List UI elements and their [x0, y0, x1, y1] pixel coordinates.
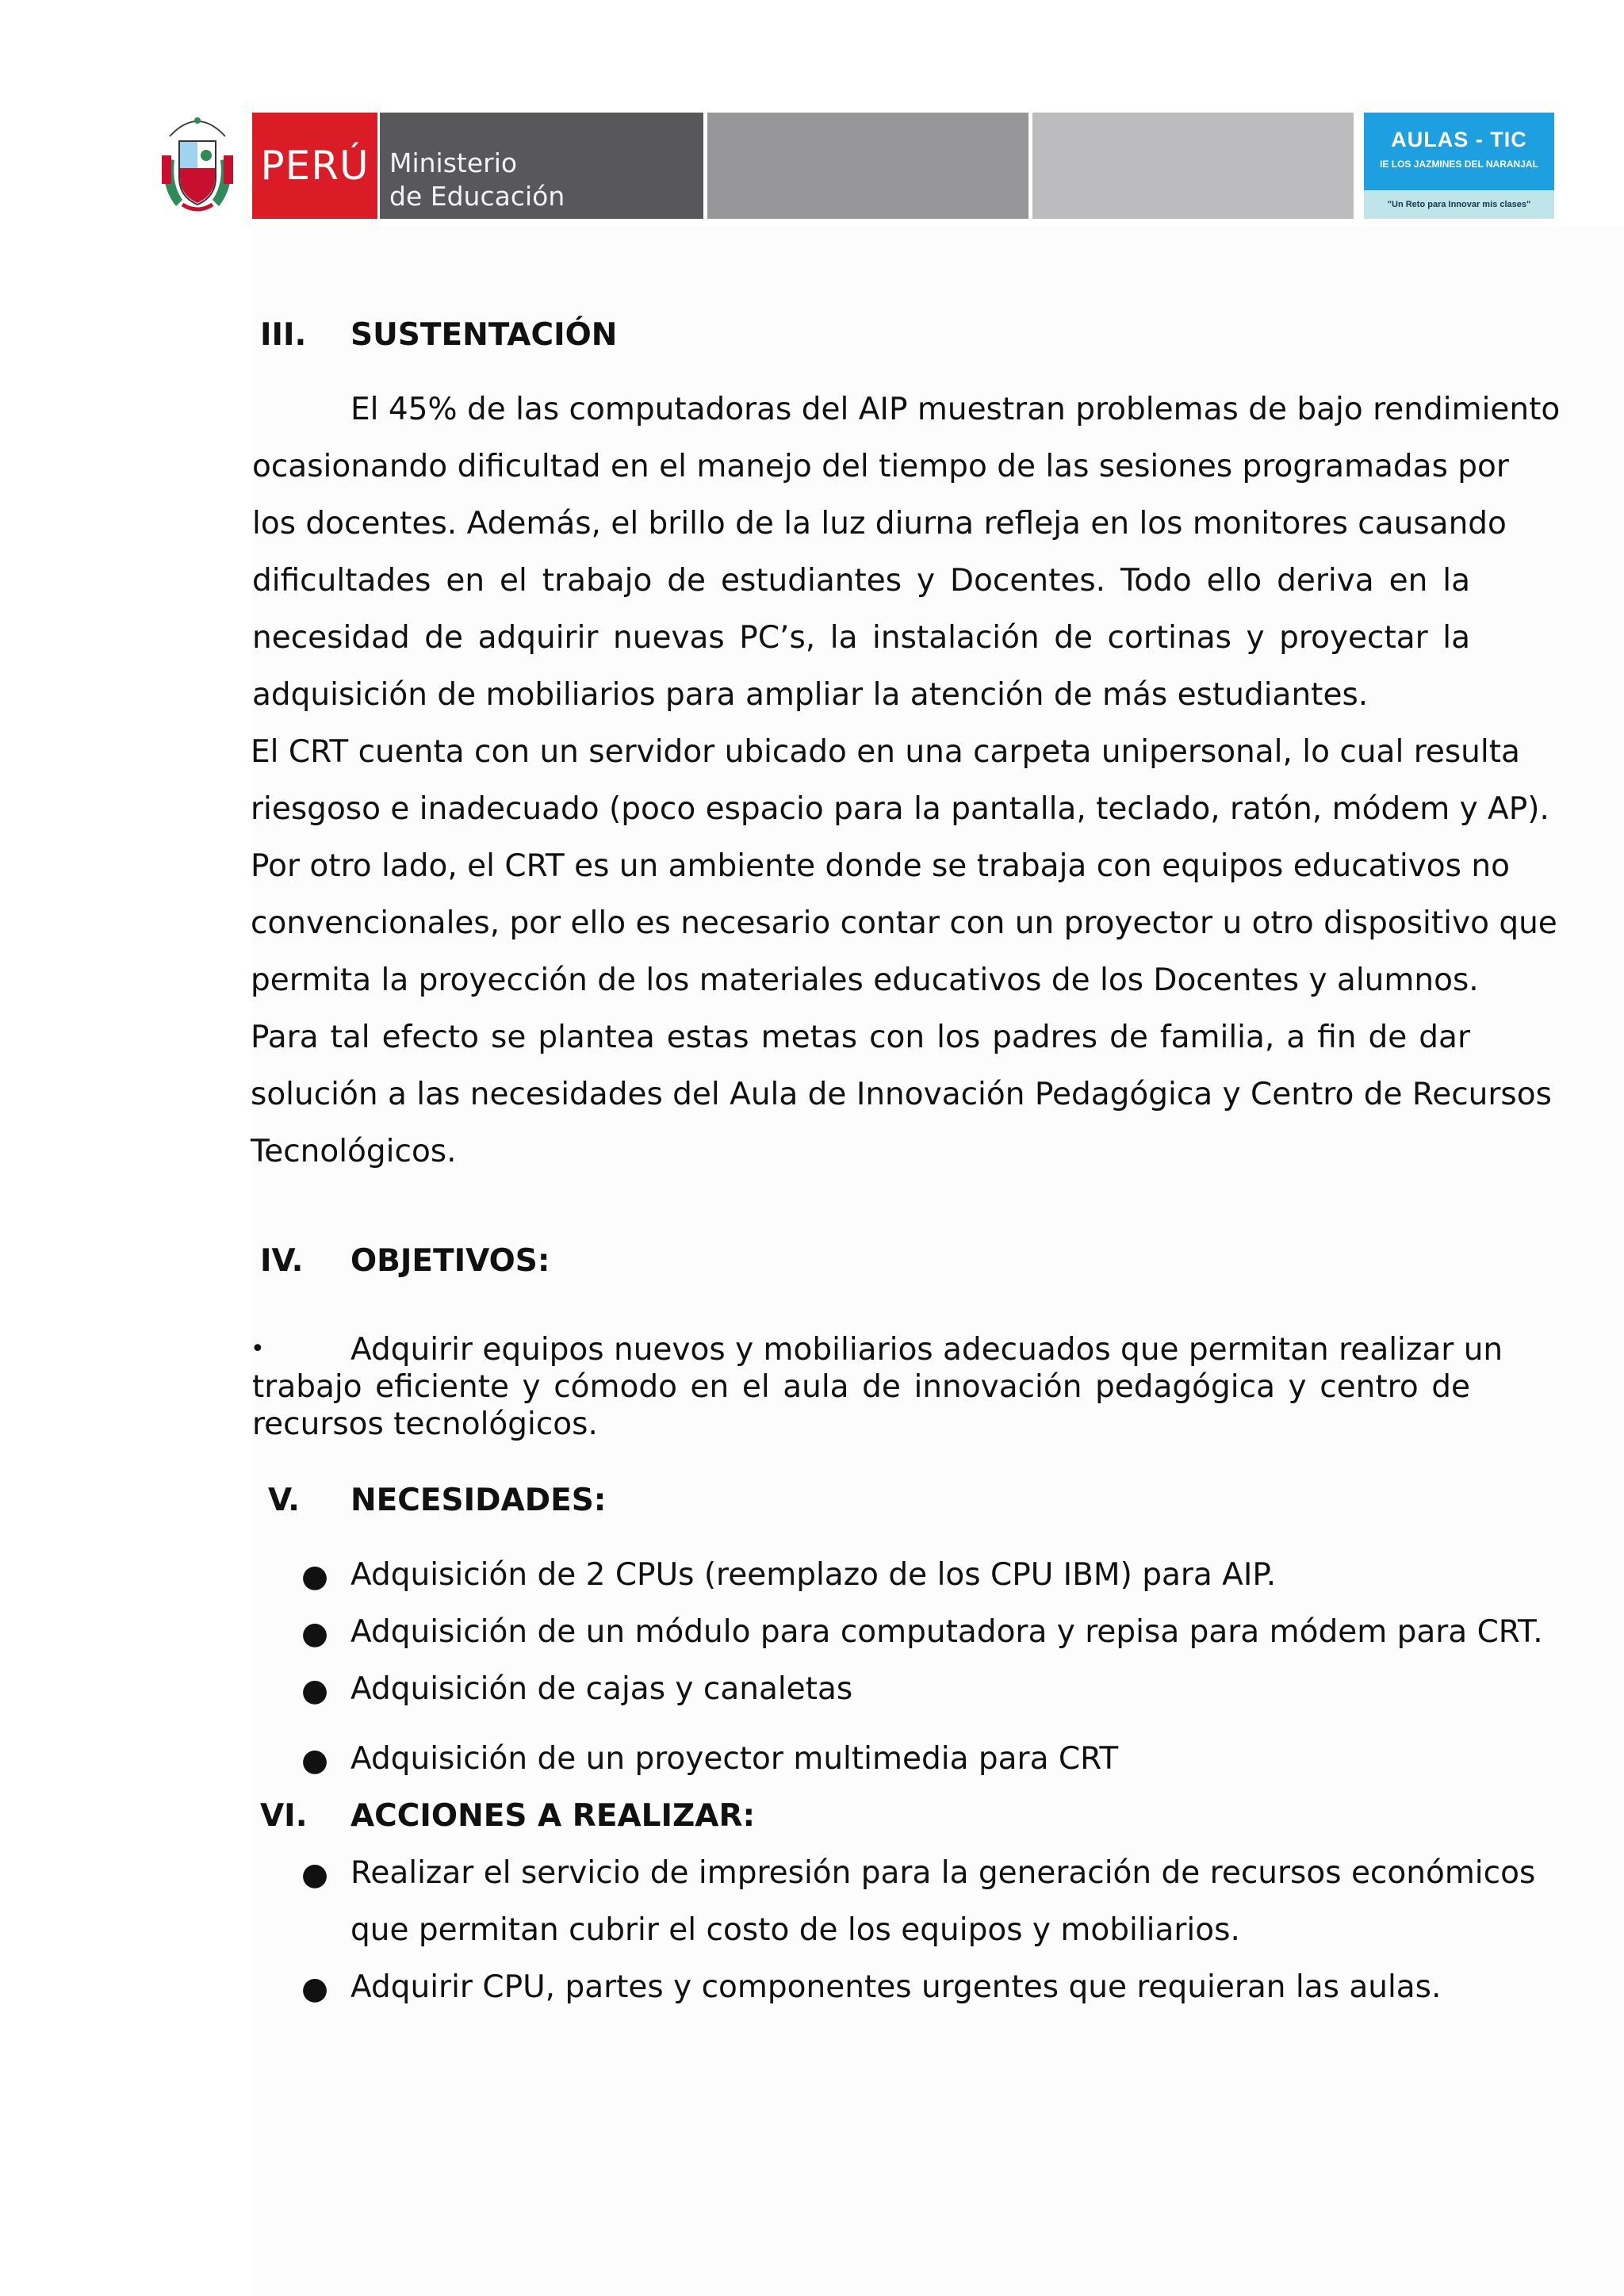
- aulas-title: AULAS - TIC: [1391, 128, 1527, 151]
- ministry-line-2: de Educación: [389, 181, 565, 212]
- header-gray-band-1: [707, 113, 1028, 219]
- paragraph-line: El CRT cuenta con un servidor ubicado en una carpeta unipersonal, lo cual resulta: [251, 734, 1520, 770]
- header-gray-band-2: [1032, 113, 1354, 219]
- paragraph-line: permita la proyección de los materiales educativos de los Docentes y alumnos.: [251, 962, 1479, 998]
- paragraph-line: adquisición de mobiliarios para ampliar la atención de más estudiantes.: [252, 677, 1369, 713]
- need-item: Adquisición de cajas y canaletas: [350, 1671, 853, 1707]
- action-item: Adquirir CPU, partes y componentes urgentes que requieran las aulas.: [350, 1969, 1442, 2005]
- bullet-icon: •: [251, 1335, 265, 1363]
- aulas-tic-logo: [1364, 113, 1554, 219]
- paragraph-line: dificultades en el trabajo de estudiantes y Docentes. Todo ello deriva en la: [252, 563, 1470, 599]
- paragraph-line: solución a las necesidades del Aula de Innovación Pedagógica y Centro de Recursos: [251, 1077, 1552, 1112]
- objective-line: Adquirir equipos nuevos y mobiliarios adecuados que permitan realizar un: [350, 1332, 1503, 1368]
- section-title-acciones: ACCIONES A REALIZAR:: [350, 1798, 756, 1834]
- paragraph-line: El 45% de las computadoras del AIP muestran problemas de bajo rendimiento: [350, 392, 1561, 427]
- peru-label: PERÚ: [260, 143, 370, 189]
- objective-line: trabajo eficiente y cómodo en el aula de innovación pedagógica y centro de: [252, 1369, 1470, 1405]
- bullet-icon: ●: [301, 1971, 329, 2007]
- ministry-line-1: Ministerio: [389, 147, 518, 178]
- section-number-sustentacion: III.: [260, 317, 307, 353]
- section-number-necesidades: V.: [268, 1483, 300, 1518]
- objective-line: recursos tecnológicos.: [252, 1406, 598, 1442]
- bullet-icon: ●: [301, 1559, 329, 1594]
- peru-coat-of-arms-icon: [159, 111, 236, 218]
- ministry-brand-block: [380, 113, 703, 219]
- need-item: Adquisición de 2 CPUs (reemplazo de los CPU IBM) para AIP.: [350, 1557, 1277, 1593]
- paragraph-line: Para tal efecto se plantea estas metas con los padres de familia, a fin de dar: [251, 1020, 1470, 1055]
- bullet-icon: ●: [301, 1616, 329, 1651]
- section-title-objetivos: OBJETIVOS:: [350, 1243, 550, 1279]
- section-title-sustentacion: SUSTENTACIÓN: [350, 317, 618, 353]
- action-item: Realizar el servicio de impresión para la generación de recursos económicos: [350, 1855, 1536, 1891]
- section-number-objetivos: IV.: [260, 1243, 304, 1279]
- bullet-icon: ●: [301, 1743, 329, 1778]
- section-number-acciones: VI.: [260, 1798, 308, 1834]
- paragraph-line: Por otro lado, el CRT es un ambiente donde se trabaja con equipos educativos no: [251, 848, 1510, 884]
- aulas-motto: "Un Reto para Innovar mis clases": [1364, 190, 1554, 219]
- paragraph-line: convencionales, por ello es necesario contar con un proyector u otro dispositivo que: [251, 905, 1557, 941]
- need-item: Adquisición de un módulo para computadora y repisa para módem para CRT.: [350, 1614, 1543, 1650]
- bullet-icon: ●: [301, 1857, 329, 1892]
- bullet-icon: ●: [301, 1673, 329, 1709]
- paragraph-line: los docentes. Además, el brillo de la luz diurna refleja en los monitores causando: [252, 506, 1507, 541]
- need-item: Adquisición de un proyector multimedia para CRT: [350, 1741, 1119, 1777]
- aulas-subtitle: IE LOS JAZMINES DEL NARANJAL: [1380, 159, 1538, 170]
- paragraph-line: ocasionando dificultad en el manejo del tiempo de las sesiones programadas por: [252, 449, 1509, 484]
- action-item-continuation: que permitan cubrir el costo de los equipos y mobiliarios.: [350, 1912, 1240, 1948]
- peru-brand-block: [252, 113, 377, 219]
- paragraph-line: riesgoso e inadecuado (poco espacio para la pantalla, teclado, ratón, módem y AP).: [251, 791, 1549, 827]
- paragraph-line: Tecnológicos.: [251, 1134, 457, 1169]
- paragraph-line: necesidad de adquirir nuevas PC’s, la instalación de cortinas y proyectar la: [252, 620, 1470, 656]
- section-title-necesidades: NECESIDADES:: [350, 1483, 607, 1518]
- page-header: [0, 0, 1624, 230]
